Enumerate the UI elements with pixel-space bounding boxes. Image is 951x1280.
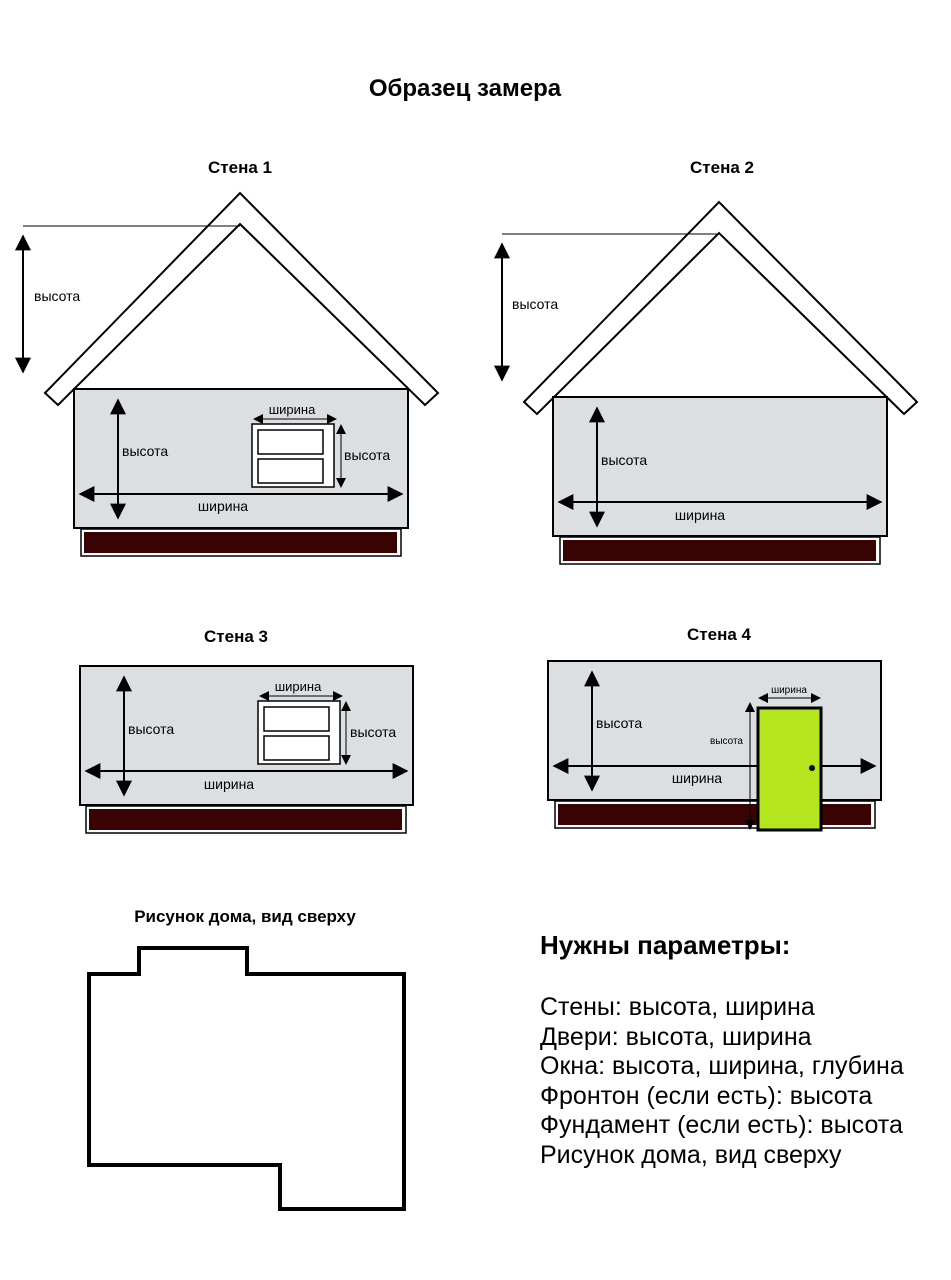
wall-width-label: ширина bbox=[203, 776, 255, 792]
house-top-view-outline bbox=[89, 948, 404, 1209]
wall-2 bbox=[502, 158, 917, 564]
window-height-label: высота bbox=[350, 724, 397, 740]
parameter-line-top-view: Рисунок дома, вид сверху bbox=[540, 1140, 842, 1169]
window bbox=[252, 424, 334, 487]
wall-height-label: высота bbox=[122, 443, 169, 459]
window-height-label: высота bbox=[344, 447, 391, 463]
wall-3-title: Стена 3 bbox=[204, 627, 268, 646]
plan-title: Рисунок дома, вид сверху bbox=[134, 907, 356, 926]
parameters-heading: Нужны параметры: bbox=[540, 930, 791, 960]
parameter-line-doors: Двери: высота, ширина bbox=[540, 1022, 812, 1051]
wall-4-title: Стена 4 bbox=[687, 625, 751, 644]
door-handle bbox=[809, 765, 815, 771]
foundation-fill bbox=[558, 804, 871, 825]
page-title: Образец замера bbox=[368, 75, 562, 102]
parameter-line-windows: Окна: высота, ширина, глубина bbox=[540, 1052, 904, 1081]
gable-height-label: высота bbox=[512, 296, 559, 312]
parameter-line-walls: Стены: высота, ширина bbox=[540, 993, 815, 1022]
wall-height-label: высота bbox=[596, 715, 643, 731]
gable-roof bbox=[45, 193, 438, 405]
required-parameters bbox=[540, 930, 945, 1170]
wall-width-label: ширина bbox=[671, 770, 723, 786]
window bbox=[258, 701, 340, 764]
gable-height-label: высота bbox=[34, 288, 81, 304]
foundation-fill bbox=[563, 540, 876, 561]
wall-3 bbox=[80, 627, 413, 833]
wall-width-label: ширина bbox=[197, 498, 249, 514]
wall-width-label: ширина bbox=[674, 507, 726, 523]
wall-height-label: высота bbox=[601, 452, 648, 468]
wall-height-label: высота bbox=[128, 721, 175, 737]
wall-1 bbox=[23, 158, 438, 556]
parameter-line-gable: Фронтон (если есть): высота bbox=[540, 1081, 873, 1110]
door-width-label: ширина bbox=[771, 685, 807, 696]
wall-1-title: Стена 1 bbox=[208, 158, 272, 177]
foundation-fill bbox=[84, 532, 397, 553]
window-width-label: ширина bbox=[274, 679, 322, 694]
parameter-line-foundation: Фундамент (если есть): высота bbox=[540, 1111, 903, 1140]
wall-4 bbox=[548, 625, 881, 830]
door-height-label: высота bbox=[710, 736, 743, 747]
window-width-label: ширина bbox=[268, 402, 316, 417]
wall-2-title: Стена 2 bbox=[690, 158, 754, 177]
foundation-fill bbox=[89, 809, 402, 830]
